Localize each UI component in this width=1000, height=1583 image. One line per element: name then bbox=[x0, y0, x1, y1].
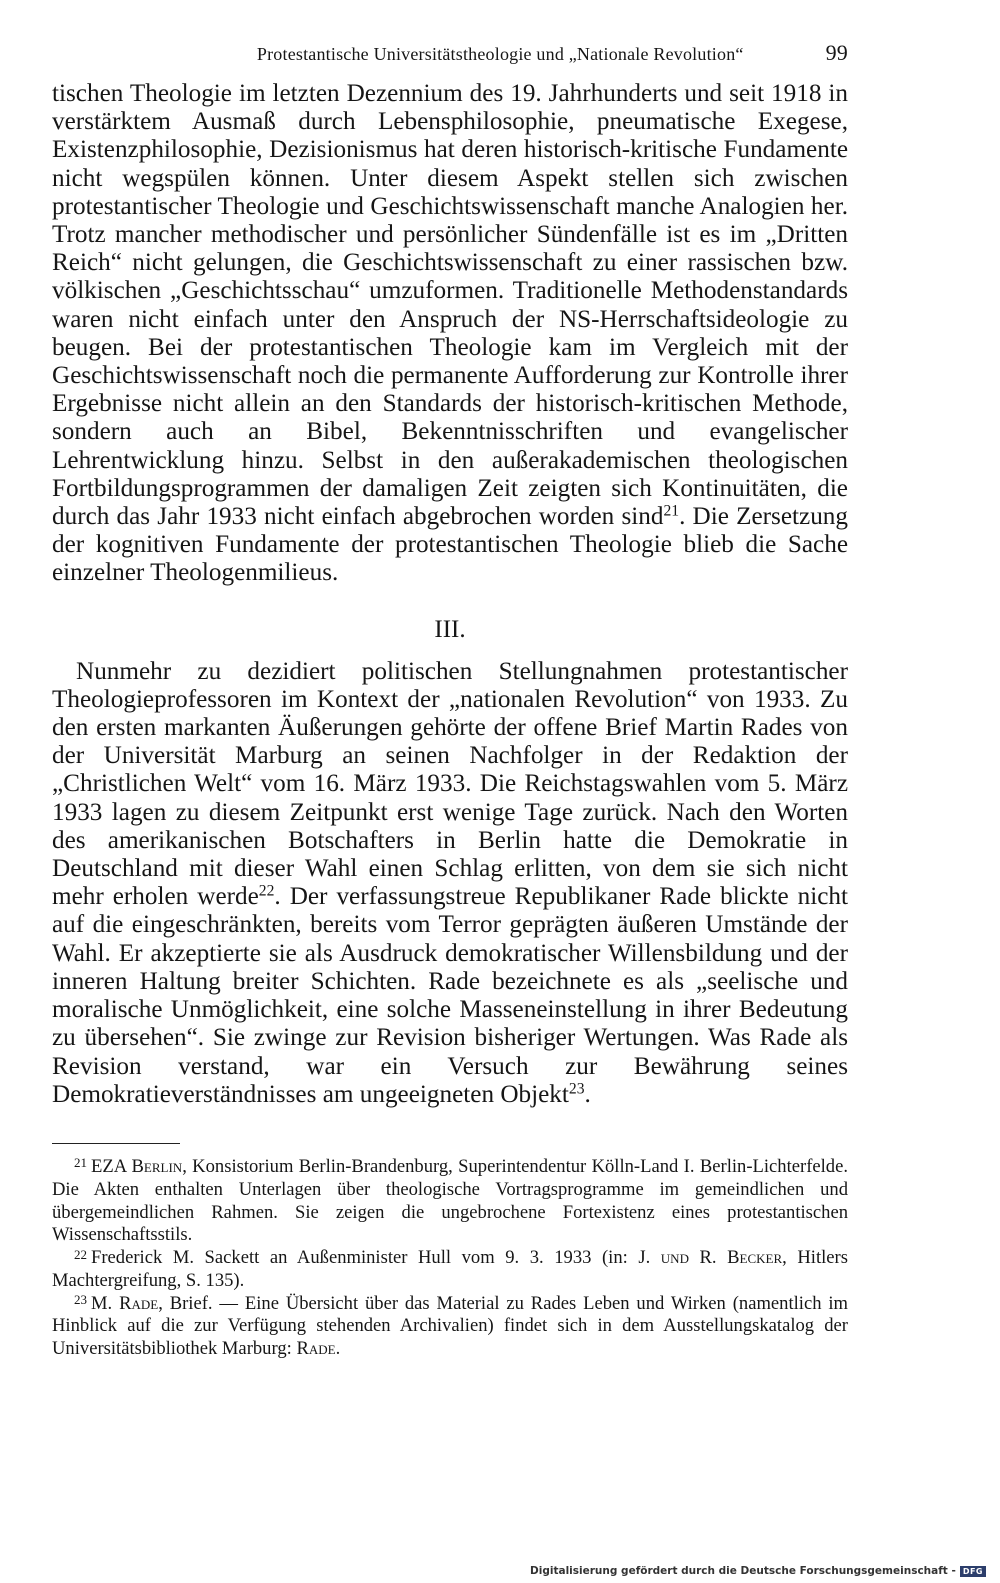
page-number: 99 bbox=[825, 40, 848, 65]
paragraph-text: . bbox=[584, 1080, 591, 1108]
footnote-text: EZA bbox=[91, 1155, 127, 1177]
paragraph-text: . Der verfassungstreue Republikaner Rade blickte nicht auf die eingeschränkten, bereits vom Terror geprägten äußeren Umstände der Wahl. Er akzeptierte sie als Ausdruck demokratischer Willensbildung und der inneren Haltung breiter Schichten. Rade bezeichnete es als „seelische und moralische Unmöglichkeit, eine solche Masseneinstellung in ihrer Bedeutung zu übersehen“. Sie zwinge zur Revision bisheriger Wertungen. Was Rade als Revision verstand, war ein Versuch zur Bewährung seines Demokratieverständnisses am ungeeigneten Objekt bbox=[52, 883, 848, 1108]
footnote-ref: 21 bbox=[663, 502, 680, 520]
footnote-text: M. bbox=[91, 1292, 113, 1314]
section-heading: III. bbox=[434, 615, 466, 643]
running-head bbox=[52, 40, 848, 66]
footnote-text: und bbox=[660, 1247, 689, 1269]
footnote-text: . bbox=[335, 1338, 341, 1360]
book-page bbox=[52, 40, 848, 1361]
footnote-author: Berlin bbox=[131, 1155, 183, 1177]
digitization-credit bbox=[530, 1565, 986, 1577]
footnote bbox=[52, 1247, 848, 1293]
running-title: Protestantische Universitätstheologie und „Nationale Revolution“ bbox=[256, 44, 744, 64]
footnote-ref: 23 bbox=[568, 1080, 585, 1098]
footnote-divider bbox=[52, 1143, 180, 1144]
dfg-logo-icon: DFG bbox=[960, 1566, 986, 1577]
footnote-text: R. bbox=[699, 1247, 717, 1269]
footnote bbox=[52, 1156, 848, 1247]
paragraph bbox=[52, 80, 848, 588]
footnote-number: 21 bbox=[74, 1155, 88, 1171]
footnote-number: 22 bbox=[74, 1246, 88, 1262]
footnote-ref: 22 bbox=[258, 882, 275, 900]
footnote-text: , Konsistorium Berlin-Brandenburg, Superintendentur Kölln-Land I. Berlin-Lichterfelde. Die Akten enthalten Unterlagen über theologische Vortragsprogramme im gemeindlichen und übergemeindlichen Rahmen. Sie zeigen die ungebrochene Fortexistenz eines protestantischen Wissenschaftsstils. bbox=[52, 1155, 849, 1246]
paragraph-text: . Die Zersetzung der kognitiven Fundamente der protestantischen Theologie blieb die Sache einzelner Theologenmilieus. bbox=[52, 503, 848, 587]
paragraph-text: tischen Theologie im letzten Dezennium des 19. Jahrhunderts und seit 1918 in verstärktem Ausmaß durch Lebensphilosophie, pneumatische Exegese, Existenzphilosophie, Dezisionismus hat deren historisch-kritische Fundamente nicht wegspülen können. Unter diesem Aspekt stellen sich zwischen protestantischer Theologie und Geschichtswissenschaft manche Analogien her. Trotz mancher methodischer und persönlicher Sündenfälle ist es im „Dritten Reich“ nicht gelungen, die Geschichtswissenschaft zu einer rassischen bzw. völkischen „Geschichtsschau“ umzuformen. Traditionelle Methodenstandards waren nicht einfach unter den Anspruch der NS-Herrschaftsideologie zu beugen. Bei der protestantischen Theologie kam im Vergleich mit der Geschichtswissenschaft noch die permanente Aufforderung zur Kontrolle ihrer Ergebnisse nicht allein an den Standards der historisch-kritischen Methode, sondern auch an Bibel, Bekenntnisschriften und evangelischer Lehrentwicklung hinzu. Selbst in den außerakademischen theologischen Fortbildungsprogrammen der damaligen Zeit zeigten sich Kontinuitäten, die durch das Jahr 1933 nicht einfach abgebrochen worden sind bbox=[52, 80, 848, 531]
footnote bbox=[52, 1293, 848, 1361]
footnote-text: , Brief. — Eine Übersicht über das Material zu Rades Leben und Wirken (namentlich im Hinblick auf die zur Verfügung stehenden Archivalien) findet sich in dem Ausstellungskatalog der Universitätsbibliothek Marburg: bbox=[52, 1292, 849, 1360]
paragraph bbox=[52, 658, 848, 1109]
footnote-author: Rade bbox=[119, 1292, 159, 1314]
main-text bbox=[52, 80, 848, 1109]
footnote-author: Rade bbox=[296, 1338, 336, 1360]
footnotes bbox=[52, 1156, 848, 1361]
credit-text: Digitalisierung gefördert durch die Deutsche Forschungsgemeinschaft - bbox=[530, 1565, 956, 1577]
footnote-text: Frederick M. Sackett an Außenminister Hull vom 9. 3. 1933 (in: J. bbox=[91, 1247, 651, 1269]
footnote-text: , Hitlers Machtergreifung, S. 135). bbox=[52, 1247, 848, 1291]
paragraph-text: Nunmehr zu dezidiert politischen Stellungnahmen protestantischer Theologieprofessoren im Kontext der „nationalen Revolution“ von 1933. Zu den ersten markanten Äußerungen gehörte der offene Brief Martin Rades von der Universität Marburg an seinen Nachfolger in der Redaktion der „Christlichen Welt“ vom 16. März 1933. Die Reichstagswahlen vom 5. März 1933 lagen zu diesem Zeitpunkt erst wenige Tage zurück. Nach den Worten des amerikanischen Botschafters in Berlin hatte die Demokratie in Deutschland mit dieser Wahl einen Schlag erlitten, von dem sie sich nicht mehr erholen werde bbox=[52, 657, 848, 911]
footnote-number: 23 bbox=[74, 1292, 88, 1308]
footnote-author: Becker bbox=[727, 1247, 783, 1269]
